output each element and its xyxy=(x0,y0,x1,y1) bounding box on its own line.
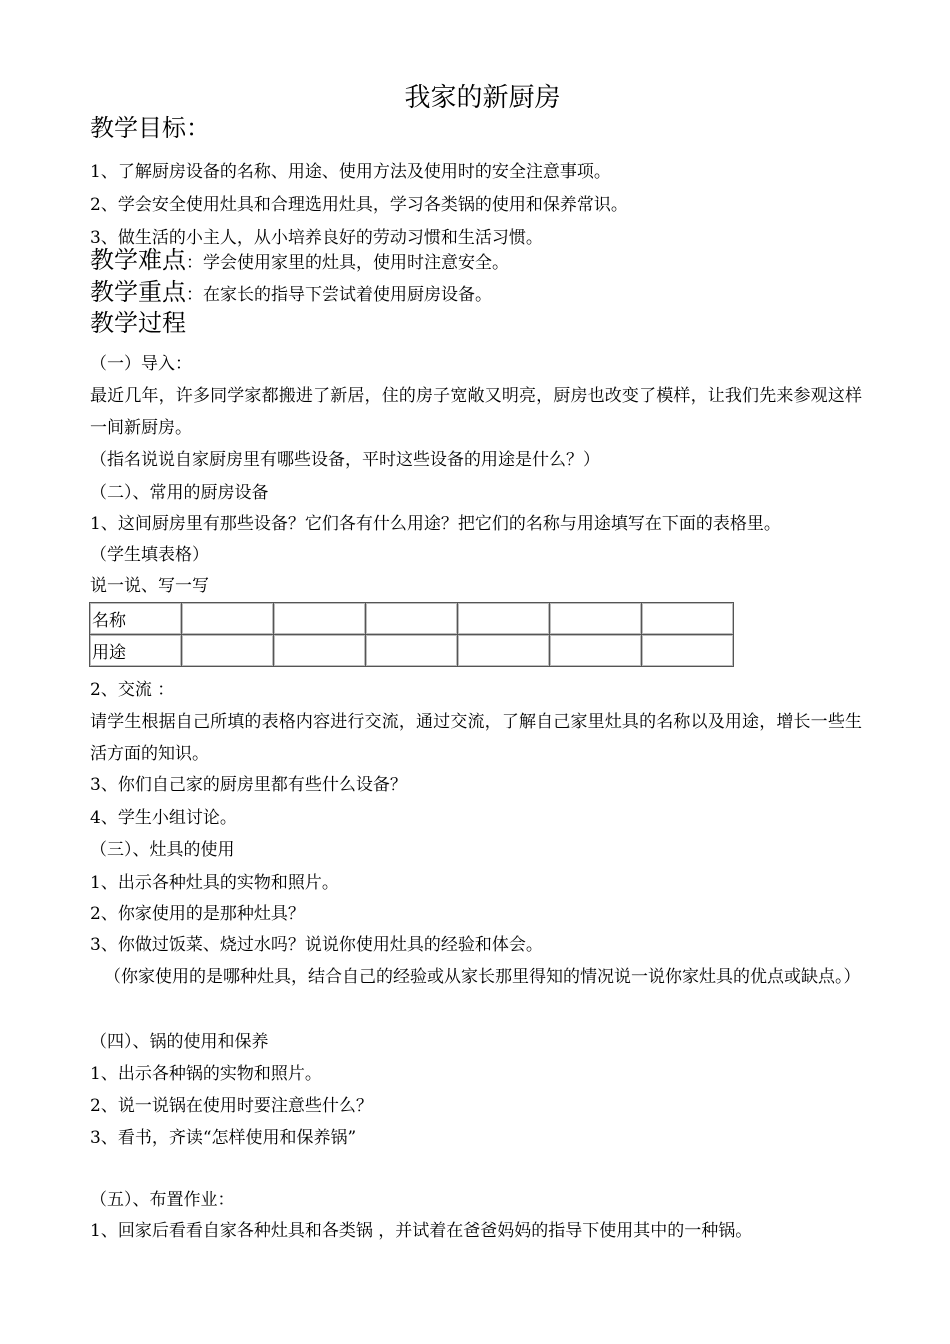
section5-heading: （五）、布置作业： xyxy=(90,1190,235,1210)
table-row xyxy=(90,603,734,635)
key-point-line xyxy=(90,280,492,307)
difficulty-line xyxy=(90,248,509,275)
table-cell xyxy=(458,635,550,667)
section3-heading: （三）、灶具的使用 xyxy=(90,840,235,860)
process-heading: 教学过程 xyxy=(90,309,186,337)
table-cell: 名称 xyxy=(90,603,182,635)
difficulty-text: ：学会使用家里的灶具，使用时注意安全。 xyxy=(186,253,509,273)
section2-question-4: 4、学生小组讨论。 xyxy=(90,808,237,828)
section2-question-3: 3、你们自己家的厨房里都有些什么设备？ xyxy=(90,775,407,795)
key-point-heading: 教学重点 xyxy=(90,278,186,306)
table-cell xyxy=(366,603,458,635)
section3-item-1: 1、出示各种灶具的实物和照片。 xyxy=(90,873,339,893)
table-cell xyxy=(642,603,734,635)
table-caption: 说一说、写一写 xyxy=(90,576,209,596)
section3-note: （你家使用的是哪种灶具，结合自己的经验或从家长那里得知的情况说一说你家灶具的优点或缺点。） xyxy=(104,967,861,987)
table-cell xyxy=(550,635,642,667)
section4-item-1: 1、出示各种锅的实物和照片。 xyxy=(90,1064,322,1084)
section2-question-1: 1、这间厨房里有那些设备？它们各有什么用途？把它们的名称与用途填写在下面的表格里。 xyxy=(90,514,781,534)
table-cell: 用途 xyxy=(90,635,182,667)
table-cell xyxy=(550,603,642,635)
intro-heading: （一）导入： xyxy=(90,354,192,374)
table-cell xyxy=(366,635,458,667)
table-cell xyxy=(458,603,550,635)
table-cell xyxy=(274,603,366,635)
section4-item-3: 3、看书，齐读“怎样使用和保养锅” xyxy=(90,1128,357,1148)
section2-heading: （二）、常用的厨房设备 xyxy=(90,483,269,503)
table-cell xyxy=(182,603,274,635)
document-title: 我家的新厨房 xyxy=(404,83,561,113)
intro-paragraph: 最近几年，许多同学家都搬进了新居，住的房子宽敞又明亮，厨房也改变了模样，让我们先来参观这样一间新厨房。 xyxy=(90,386,862,438)
goal-item-3: 3、做生活的小主人，从小培养良好的劳动习惯和生活习惯。 xyxy=(90,228,543,248)
section4-item-2: 2、说一说锅在使用时要注意些什么？ xyxy=(90,1096,373,1116)
table-cell xyxy=(274,635,366,667)
table-cell xyxy=(182,635,274,667)
section2-question-2: 2、交流 ： xyxy=(90,680,175,700)
section2-question-2-paragraph: 请学生根据自己所填的表格内容进行交流，通过交流，了解自己家里灶具的名称以及用途，增长一些生活方面的知识。 xyxy=(90,712,862,764)
goal-item-2: 2、学会安全使用灶具和合理选用灶具，学习各类锅的使用和保养常识。 xyxy=(90,195,628,215)
table-cell xyxy=(642,635,734,667)
equipment-table xyxy=(89,602,734,667)
goals-heading: 教学目标： xyxy=(90,114,210,142)
section5-item-1: 1、回家后看看自家各种灶具和各类锅 ，并试着在爸爸妈妈的指导下使用其中的一种锅。 xyxy=(90,1221,753,1241)
difficulty-heading: 教学难点 xyxy=(90,246,186,274)
section2-question-1-note: （学生填表格） xyxy=(90,545,209,565)
intro-note: （指名说说自家厨房里有哪些设备，平时这些设备的用途是什么？） xyxy=(90,450,600,470)
table-row xyxy=(90,635,734,667)
section3-item-2: 2、你家使用的是那种灶具？ xyxy=(90,904,305,924)
goal-item-1: 1、了解厨房设备的名称、用途、使用方法及使用时的安全注意事项。 xyxy=(90,162,611,182)
section3-item-3: 3、你做过饭菜、烧过水吗？说说你使用灶具的经验和体会。 xyxy=(90,935,543,955)
section4-heading: （四）、锅的使用和保养 xyxy=(90,1032,269,1052)
key-point-text: ：在家长的指导下尝试着使用厨房设备。 xyxy=(186,285,492,305)
